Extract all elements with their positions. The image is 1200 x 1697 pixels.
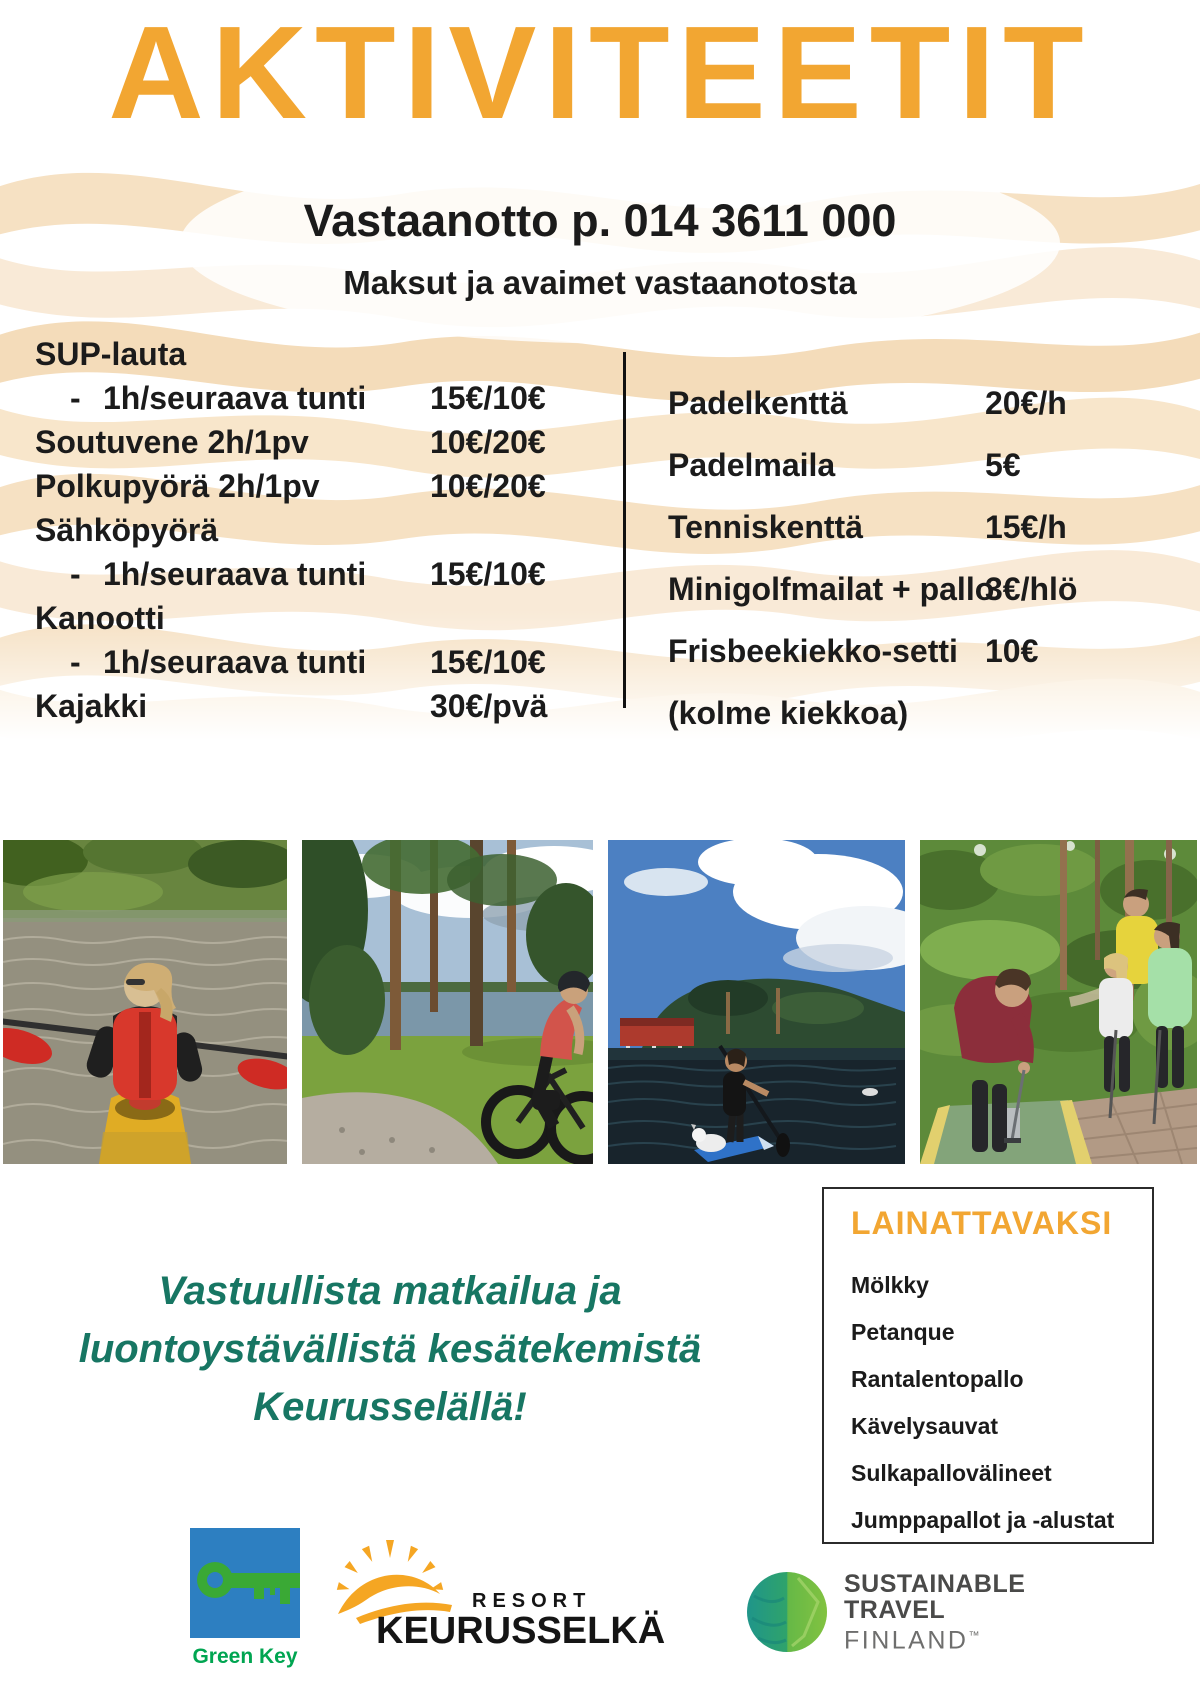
- price-row: [668, 372, 1168, 434]
- stf-globe-icon: [746, 1566, 828, 1658]
- price-item-label: Sähköpyörä: [35, 511, 219, 548]
- price-item-value: 10€/20€: [430, 423, 546, 460]
- price-row: [35, 464, 610, 508]
- lending-item: Petanque: [851, 1319, 955, 1345]
- page-title: AKTIVITEETIT: [108, 0, 1092, 146]
- price-item-label: 1h/seuraava tunti: [103, 379, 367, 416]
- price-row-footnote: [668, 682, 1168, 744]
- sup-boarding-photo: [608, 840, 905, 1164]
- price-item-label: Frisbeekiekko-setti: [668, 632, 958, 669]
- minigolf-illustration: [920, 840, 1197, 1164]
- price-row: [35, 332, 610, 376]
- kayaking-photo: [3, 840, 287, 1164]
- price-item-label: 1h/seuraava tunti: [103, 555, 367, 592]
- sustainable-travel-finland-logo: [746, 1566, 1025, 1658]
- price-row: [35, 640, 610, 684]
- green-key-logo: [190, 1528, 300, 1669]
- dash-bullet: -: [70, 555, 81, 592]
- price-row: [668, 434, 1168, 496]
- trademark-symbol: ™: [968, 1629, 980, 1642]
- price-row: [668, 620, 1168, 682]
- stf-line-finland: FINLAND™: [844, 1626, 980, 1655]
- sustainability-tagline: [30, 1262, 750, 1436]
- price-row: [35, 596, 610, 640]
- price-row: [35, 684, 610, 728]
- lending-item: Jumppapallot ja -alustat: [851, 1507, 1115, 1533]
- price-item-label: (kolme kiekkoa): [668, 694, 909, 731]
- price-item-label: SUP-lauta: [35, 335, 187, 372]
- price-item-label: Padelmaila: [668, 446, 836, 483]
- sup-illustration: [608, 840, 905, 1164]
- tagline-line: Keurusselällä!: [253, 1385, 527, 1429]
- price-item-value: 10€/20€: [430, 467, 546, 504]
- stf-line-sustainable: SUSTAINABLE: [844, 1569, 1026, 1598]
- cycling-photo: [302, 840, 593, 1164]
- stf-line-travel: TRAVEL: [844, 1595, 946, 1624]
- price-item-value: 5€: [985, 446, 1021, 483]
- lending-item: Rantalentopallo: [851, 1366, 1024, 1392]
- lending-item: Kävelysauvat: [851, 1413, 999, 1439]
- cycling-illustration: [302, 840, 593, 1164]
- green-key-icon: [190, 1528, 300, 1638]
- price-item-label: Tenniskenttä: [668, 508, 863, 545]
- price-item-value: 15€/10€: [430, 379, 546, 416]
- price-row: [35, 420, 610, 464]
- reception-phone-line: Vastaanotto p. 014 3611 000: [303, 195, 897, 246]
- lending-box: [822, 1187, 1154, 1544]
- column-divider: [623, 352, 626, 708]
- resort-logo-top-text: RESORT: [472, 1590, 592, 1612]
- payment-info-line: Maksut ja avaimet vastaanotosta: [343, 264, 857, 301]
- lending-item: Sulkapallovälineet: [851, 1460, 1052, 1486]
- tagline-line: luontoystävällistä kesätekemistä: [78, 1327, 702, 1371]
- price-item-value: 3€/hlö: [985, 570, 1078, 607]
- price-item-label: Minigolfmailat + pallo: [668, 570, 995, 607]
- dash-bullet: -: [70, 379, 81, 416]
- price-item-value: 15€/h: [985, 508, 1067, 545]
- price-list-right: [668, 372, 1168, 744]
- kayaking-illustration: [3, 840, 287, 1164]
- dash-bullet: -: [70, 643, 81, 680]
- green-key-label: Green Key: [192, 1645, 298, 1668]
- price-row: [35, 376, 610, 420]
- price-item-label: Soutuvene 2h/1pv: [35, 423, 309, 460]
- price-item-value: 20€/h: [985, 384, 1067, 421]
- price-list-left: [35, 332, 610, 728]
- photo-strip: [3, 840, 1197, 1164]
- price-item-value: 30€/pvä: [430, 687, 548, 724]
- price-item-value: 10€: [985, 632, 1039, 669]
- price-row: [35, 508, 610, 552]
- tagline-line: Vastuullista matkailua ja: [158, 1269, 622, 1313]
- lending-box-title: LAINATTAVAKSI: [851, 1205, 1113, 1241]
- price-item-label: Padelkenttä: [668, 384, 848, 421]
- price-row: [35, 552, 610, 596]
- price-item-value: 15€/10€: [430, 643, 546, 680]
- price-item-label: Polkupyörä 2h/1pv: [35, 467, 320, 504]
- minigolf-photo: [920, 840, 1197, 1164]
- lending-items-list: [824, 1262, 1152, 1544]
- price-item-label: 1h/seuraava tunti: [103, 643, 367, 680]
- price-item-label: Kanootti: [35, 599, 165, 636]
- stf-text-block: [844, 1571, 1025, 1653]
- resort-keurusselka-logo: [326, 1540, 686, 1665]
- resort-logo-name: KEURUSSELKÄ: [376, 1610, 666, 1652]
- price-item-value: 15€/10€: [430, 555, 546, 592]
- price-row: [668, 496, 1168, 558]
- price-item-label: Kajakki: [35, 687, 148, 724]
- price-row: [668, 558, 1168, 620]
- lending-item: Mölkky: [851, 1272, 929, 1298]
